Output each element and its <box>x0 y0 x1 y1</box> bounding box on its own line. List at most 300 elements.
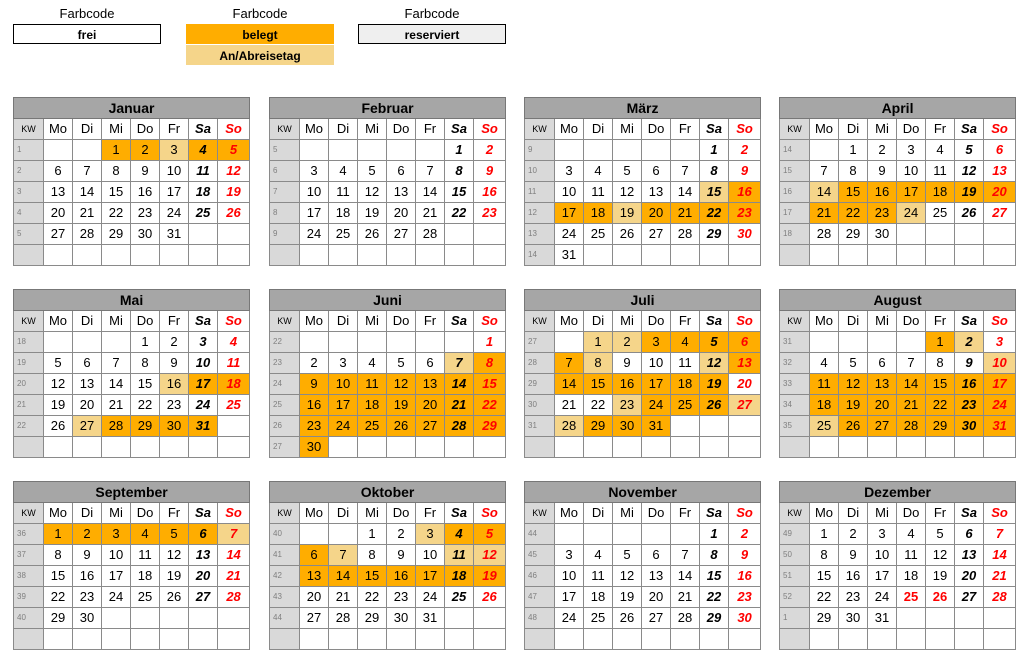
day-cell[interactable]: 3 <box>984 332 1016 353</box>
day-cell[interactable]: 30 <box>868 224 897 245</box>
day-cell[interactable]: 8 <box>700 545 729 566</box>
day-cell[interactable]: 27 <box>73 416 102 437</box>
day-cell[interactable]: 16 <box>131 182 160 203</box>
day-cell[interactable] <box>73 629 102 650</box>
day-cell[interactable]: 4 <box>897 524 926 545</box>
day-cell[interactable]: 17 <box>555 587 584 608</box>
day-cell[interactable]: 28 <box>671 608 700 629</box>
day-cell[interactable]: 5 <box>358 161 387 182</box>
day-cell[interactable]: 26 <box>44 416 73 437</box>
day-cell[interactable] <box>897 629 926 650</box>
day-cell[interactable] <box>358 437 387 458</box>
day-cell[interactable]: 2 <box>474 140 506 161</box>
day-cell[interactable]: 26 <box>613 608 642 629</box>
day-cell[interactable]: 22 <box>584 395 613 416</box>
day-cell[interactable]: 13 <box>955 545 984 566</box>
day-cell[interactable]: 27 <box>642 608 671 629</box>
day-cell[interactable]: 12 <box>474 545 506 566</box>
day-cell[interactable]: 14 <box>73 182 102 203</box>
day-cell[interactable]: 11 <box>358 374 387 395</box>
day-cell[interactable]: 13 <box>729 353 761 374</box>
day-cell[interactable]: 24 <box>555 224 584 245</box>
day-cell[interactable]: 19 <box>387 395 416 416</box>
day-cell[interactable]: 8 <box>358 545 387 566</box>
day-cell[interactable]: 6 <box>416 353 445 374</box>
day-cell[interactable]: 9 <box>839 545 868 566</box>
day-cell[interactable]: 20 <box>868 395 897 416</box>
day-cell[interactable] <box>642 437 671 458</box>
day-cell[interactable]: 14 <box>671 182 700 203</box>
day-cell[interactable]: 25 <box>329 224 358 245</box>
day-cell[interactable]: 15 <box>445 182 474 203</box>
day-cell[interactable]: 8 <box>102 161 131 182</box>
day-cell[interactable]: 16 <box>729 566 761 587</box>
day-cell[interactable] <box>926 245 955 266</box>
day-cell[interactable]: 19 <box>160 566 189 587</box>
day-cell[interactable]: 11 <box>671 353 700 374</box>
day-cell[interactable]: 25 <box>584 608 613 629</box>
day-cell[interactable]: 17 <box>189 374 218 395</box>
day-cell[interactable]: 8 <box>445 161 474 182</box>
day-cell[interactable]: 15 <box>700 182 729 203</box>
day-cell[interactable] <box>839 332 868 353</box>
day-cell[interactable]: 16 <box>387 566 416 587</box>
day-cell[interactable]: 10 <box>984 353 1016 374</box>
day-cell[interactable]: 13 <box>44 182 73 203</box>
day-cell[interactable] <box>700 245 729 266</box>
day-cell[interactable]: 10 <box>555 182 584 203</box>
day-cell[interactable]: 1 <box>839 140 868 161</box>
day-cell[interactable]: 17 <box>102 566 131 587</box>
day-cell[interactable]: 18 <box>445 566 474 587</box>
day-cell[interactable]: 17 <box>984 374 1016 395</box>
day-cell[interactable]: 17 <box>300 203 329 224</box>
day-cell[interactable]: 22 <box>474 395 506 416</box>
day-cell[interactable] <box>984 245 1016 266</box>
day-cell[interactable]: 27 <box>387 224 416 245</box>
day-cell[interactable]: 29 <box>44 608 73 629</box>
day-cell[interactable]: 2 <box>131 140 160 161</box>
day-cell[interactable]: 21 <box>555 395 584 416</box>
day-cell[interactable] <box>445 629 474 650</box>
day-cell[interactable]: 10 <box>416 545 445 566</box>
day-cell[interactable] <box>729 416 761 437</box>
day-cell[interactable] <box>44 629 73 650</box>
day-cell[interactable] <box>445 608 474 629</box>
day-cell[interactable]: 2 <box>613 332 642 353</box>
day-cell[interactable]: 18 <box>926 182 955 203</box>
day-cell[interactable]: 7 <box>897 353 926 374</box>
day-cell[interactable] <box>73 437 102 458</box>
day-cell[interactable]: 15 <box>584 374 613 395</box>
day-cell[interactable]: 18 <box>584 203 613 224</box>
day-cell[interactable]: 15 <box>839 182 868 203</box>
day-cell[interactable]: 25 <box>926 203 955 224</box>
day-cell[interactable]: 10 <box>868 545 897 566</box>
day-cell[interactable]: 6 <box>729 332 761 353</box>
day-cell[interactable]: 10 <box>300 182 329 203</box>
day-cell[interactable]: 30 <box>839 608 868 629</box>
day-cell[interactable]: 29 <box>102 224 131 245</box>
day-cell[interactable]: 7 <box>102 353 131 374</box>
day-cell[interactable]: 13 <box>984 161 1016 182</box>
day-cell[interactable]: 15 <box>700 566 729 587</box>
day-cell[interactable]: 7 <box>218 524 250 545</box>
day-cell[interactable]: 9 <box>73 545 102 566</box>
day-cell[interactable] <box>474 224 506 245</box>
day-cell[interactable]: 22 <box>926 395 955 416</box>
day-cell[interactable]: 10 <box>189 353 218 374</box>
day-cell[interactable] <box>926 437 955 458</box>
day-cell[interactable]: 23 <box>387 587 416 608</box>
day-cell[interactable]: 12 <box>926 545 955 566</box>
day-cell[interactable]: 19 <box>613 587 642 608</box>
day-cell[interactable]: 12 <box>387 374 416 395</box>
day-cell[interactable] <box>300 524 329 545</box>
day-cell[interactable] <box>218 245 250 266</box>
day-cell[interactable]: 24 <box>642 395 671 416</box>
day-cell[interactable]: 23 <box>955 395 984 416</box>
day-cell[interactable]: 27 <box>300 608 329 629</box>
day-cell[interactable]: 7 <box>810 161 839 182</box>
day-cell[interactable]: 20 <box>189 566 218 587</box>
day-cell[interactable]: 25 <box>131 587 160 608</box>
day-cell[interactable]: 2 <box>839 524 868 545</box>
day-cell[interactable] <box>73 245 102 266</box>
day-cell[interactable] <box>839 245 868 266</box>
day-cell[interactable] <box>44 245 73 266</box>
day-cell[interactable]: 7 <box>445 353 474 374</box>
day-cell[interactable]: 5 <box>926 524 955 545</box>
day-cell[interactable]: 19 <box>474 566 506 587</box>
day-cell[interactable]: 11 <box>926 161 955 182</box>
day-cell[interactable] <box>897 332 926 353</box>
day-cell[interactable]: 21 <box>329 587 358 608</box>
day-cell[interactable]: 24 <box>555 608 584 629</box>
day-cell[interactable] <box>160 629 189 650</box>
day-cell[interactable]: 23 <box>474 203 506 224</box>
day-cell[interactable] <box>131 245 160 266</box>
day-cell[interactable] <box>73 140 102 161</box>
day-cell[interactable]: 28 <box>218 587 250 608</box>
day-cell[interactable]: 15 <box>926 374 955 395</box>
day-cell[interactable] <box>387 245 416 266</box>
day-cell[interactable]: 12 <box>218 161 250 182</box>
day-cell[interactable]: 1 <box>584 332 613 353</box>
day-cell[interactable]: 11 <box>218 353 250 374</box>
day-cell[interactable]: 22 <box>839 203 868 224</box>
day-cell[interactable]: 20 <box>416 395 445 416</box>
day-cell[interactable] <box>445 332 474 353</box>
day-cell[interactable] <box>810 140 839 161</box>
day-cell[interactable] <box>358 629 387 650</box>
day-cell[interactable] <box>868 245 897 266</box>
day-cell[interactable]: 27 <box>868 416 897 437</box>
day-cell[interactable] <box>810 629 839 650</box>
day-cell[interactable]: 1 <box>445 140 474 161</box>
day-cell[interactable]: 2 <box>955 332 984 353</box>
day-cell[interactable]: 15 <box>102 182 131 203</box>
day-cell[interactable] <box>729 437 761 458</box>
day-cell[interactable]: 13 <box>300 566 329 587</box>
day-cell[interactable]: 1 <box>700 524 729 545</box>
day-cell[interactable] <box>189 437 218 458</box>
day-cell[interactable] <box>445 224 474 245</box>
day-cell[interactable] <box>416 245 445 266</box>
day-cell[interactable]: 12 <box>358 182 387 203</box>
day-cell[interactable]: 28 <box>73 224 102 245</box>
day-cell[interactable] <box>926 629 955 650</box>
day-cell[interactable]: 28 <box>416 224 445 245</box>
day-cell[interactable]: 7 <box>329 545 358 566</box>
day-cell[interactable] <box>555 140 584 161</box>
day-cell[interactable]: 28 <box>897 416 926 437</box>
day-cell[interactable] <box>189 608 218 629</box>
day-cell[interactable]: 10 <box>160 161 189 182</box>
day-cell[interactable]: 6 <box>955 524 984 545</box>
day-cell[interactable]: 14 <box>102 374 131 395</box>
day-cell[interactable]: 21 <box>102 395 131 416</box>
day-cell[interactable] <box>897 224 926 245</box>
day-cell[interactable]: 29 <box>131 416 160 437</box>
day-cell[interactable]: 23 <box>729 587 761 608</box>
day-cell[interactable]: 21 <box>416 203 445 224</box>
day-cell[interactable] <box>955 437 984 458</box>
day-cell[interactable] <box>358 332 387 353</box>
day-cell[interactable] <box>584 524 613 545</box>
day-cell[interactable]: 7 <box>984 524 1016 545</box>
day-cell[interactable] <box>642 245 671 266</box>
day-cell[interactable]: 4 <box>131 524 160 545</box>
day-cell[interactable]: 22 <box>810 587 839 608</box>
day-cell[interactable] <box>358 245 387 266</box>
day-cell[interactable]: 24 <box>329 416 358 437</box>
day-cell[interactable]: 30 <box>613 416 642 437</box>
day-cell[interactable]: 26 <box>218 203 250 224</box>
day-cell[interactable] <box>416 437 445 458</box>
day-cell[interactable]: 9 <box>955 353 984 374</box>
day-cell[interactable]: 26 <box>387 416 416 437</box>
day-cell[interactable]: 14 <box>445 374 474 395</box>
day-cell[interactable]: 2 <box>73 524 102 545</box>
day-cell[interactable]: 8 <box>839 161 868 182</box>
day-cell[interactable]: 4 <box>358 353 387 374</box>
day-cell[interactable]: 14 <box>984 545 1016 566</box>
day-cell[interactable]: 17 <box>555 203 584 224</box>
day-cell[interactable] <box>160 245 189 266</box>
day-cell[interactable] <box>613 437 642 458</box>
day-cell[interactable]: 30 <box>387 608 416 629</box>
day-cell[interactable]: 14 <box>555 374 584 395</box>
day-cell[interactable] <box>218 224 250 245</box>
day-cell[interactable] <box>810 437 839 458</box>
day-cell[interactable] <box>474 437 506 458</box>
day-cell[interactable]: 8 <box>810 545 839 566</box>
day-cell[interactable]: 7 <box>671 545 700 566</box>
day-cell[interactable]: 9 <box>160 353 189 374</box>
day-cell[interactable] <box>955 608 984 629</box>
day-cell[interactable]: 2 <box>160 332 189 353</box>
day-cell[interactable] <box>474 608 506 629</box>
day-cell[interactable]: 28 <box>810 224 839 245</box>
day-cell[interactable]: 18 <box>810 395 839 416</box>
day-cell[interactable] <box>955 224 984 245</box>
day-cell[interactable] <box>73 332 102 353</box>
day-cell[interactable] <box>44 332 73 353</box>
day-cell[interactable]: 21 <box>671 587 700 608</box>
day-cell[interactable]: 19 <box>218 182 250 203</box>
day-cell[interactable]: 30 <box>729 224 761 245</box>
day-cell[interactable] <box>671 437 700 458</box>
day-cell[interactable] <box>131 629 160 650</box>
day-cell[interactable]: 12 <box>44 374 73 395</box>
day-cell[interactable]: 28 <box>984 587 1016 608</box>
day-cell[interactable]: 11 <box>131 545 160 566</box>
day-cell[interactable] <box>300 140 329 161</box>
day-cell[interactable]: 8 <box>926 353 955 374</box>
day-cell[interactable]: 1 <box>474 332 506 353</box>
day-cell[interactable]: 17 <box>416 566 445 587</box>
day-cell[interactable]: 11 <box>897 545 926 566</box>
day-cell[interactable] <box>897 245 926 266</box>
day-cell[interactable]: 2 <box>729 140 761 161</box>
day-cell[interactable]: 26 <box>474 587 506 608</box>
day-cell[interactable]: 26 <box>955 203 984 224</box>
day-cell[interactable]: 31 <box>189 416 218 437</box>
day-cell[interactable]: 5 <box>387 353 416 374</box>
day-cell[interactable]: 25 <box>445 587 474 608</box>
day-cell[interactable] <box>445 437 474 458</box>
day-cell[interactable] <box>44 437 73 458</box>
day-cell[interactable]: 6 <box>387 161 416 182</box>
day-cell[interactable]: 3 <box>102 524 131 545</box>
day-cell[interactable]: 18 <box>358 395 387 416</box>
day-cell[interactable]: 18 <box>671 374 700 395</box>
day-cell[interactable]: 28 <box>671 224 700 245</box>
day-cell[interactable]: 24 <box>189 395 218 416</box>
day-cell[interactable] <box>984 437 1016 458</box>
day-cell[interactable]: 30 <box>729 608 761 629</box>
day-cell[interactable]: 6 <box>189 524 218 545</box>
day-cell[interactable]: 7 <box>73 161 102 182</box>
day-cell[interactable]: 5 <box>839 353 868 374</box>
day-cell[interactable]: 19 <box>955 182 984 203</box>
day-cell[interactable]: 29 <box>926 416 955 437</box>
day-cell[interactable]: 25 <box>584 224 613 245</box>
day-cell[interactable]: 4 <box>218 332 250 353</box>
day-cell[interactable]: 8 <box>474 353 506 374</box>
day-cell[interactable]: 20 <box>729 374 761 395</box>
day-cell[interactable]: 14 <box>329 566 358 587</box>
day-cell[interactable]: 18 <box>329 203 358 224</box>
day-cell[interactable]: 31 <box>984 416 1016 437</box>
day-cell[interactable] <box>329 524 358 545</box>
day-cell[interactable]: 6 <box>984 140 1016 161</box>
day-cell[interactable]: 3 <box>329 353 358 374</box>
day-cell[interactable]: 23 <box>73 587 102 608</box>
day-cell[interactable]: 2 <box>868 140 897 161</box>
day-cell[interactable]: 22 <box>44 587 73 608</box>
day-cell[interactable]: 13 <box>416 374 445 395</box>
day-cell[interactable] <box>984 608 1016 629</box>
day-cell[interactable]: 27 <box>416 416 445 437</box>
day-cell[interactable]: 9 <box>387 545 416 566</box>
day-cell[interactable]: 31 <box>160 224 189 245</box>
day-cell[interactable] <box>131 608 160 629</box>
day-cell[interactable]: 17 <box>868 566 897 587</box>
day-cell[interactable] <box>729 629 761 650</box>
day-cell[interactable] <box>897 608 926 629</box>
day-cell[interactable]: 24 <box>868 587 897 608</box>
day-cell[interactable]: 1 <box>44 524 73 545</box>
day-cell[interactable]: 5 <box>700 332 729 353</box>
day-cell[interactable]: 9 <box>613 353 642 374</box>
day-cell[interactable]: 22 <box>358 587 387 608</box>
day-cell[interactable]: 29 <box>700 224 729 245</box>
day-cell[interactable] <box>102 437 131 458</box>
day-cell[interactable]: 24 <box>984 395 1016 416</box>
day-cell[interactable]: 4 <box>671 332 700 353</box>
day-cell[interactable]: 8 <box>584 353 613 374</box>
day-cell[interactable] <box>329 629 358 650</box>
day-cell[interactable]: 3 <box>189 332 218 353</box>
day-cell[interactable]: 12 <box>700 353 729 374</box>
day-cell[interactable] <box>584 140 613 161</box>
day-cell[interactable]: 21 <box>73 203 102 224</box>
day-cell[interactable] <box>131 437 160 458</box>
day-cell[interactable]: 4 <box>584 545 613 566</box>
day-cell[interactable]: 8 <box>131 353 160 374</box>
day-cell[interactable]: 27 <box>642 224 671 245</box>
day-cell[interactable]: 17 <box>329 395 358 416</box>
day-cell[interactable]: 10 <box>642 353 671 374</box>
day-cell[interactable]: 20 <box>642 203 671 224</box>
day-cell[interactable] <box>102 629 131 650</box>
day-cell[interactable]: 19 <box>926 566 955 587</box>
day-cell[interactable] <box>189 224 218 245</box>
day-cell[interactable]: 16 <box>474 182 506 203</box>
day-cell[interactable] <box>868 629 897 650</box>
day-cell[interactable]: 15 <box>358 566 387 587</box>
day-cell[interactable]: 18 <box>189 182 218 203</box>
day-cell[interactable]: 20 <box>642 587 671 608</box>
day-cell[interactable] <box>955 245 984 266</box>
day-cell[interactable]: 4 <box>445 524 474 545</box>
day-cell[interactable]: 23 <box>868 203 897 224</box>
day-cell[interactable]: 27 <box>44 224 73 245</box>
day-cell[interactable]: 9 <box>729 161 761 182</box>
day-cell[interactable]: 11 <box>584 182 613 203</box>
day-cell[interactable]: 3 <box>160 140 189 161</box>
day-cell[interactable] <box>445 245 474 266</box>
day-cell[interactable] <box>329 332 358 353</box>
day-cell[interactable]: 26 <box>926 587 955 608</box>
day-cell[interactable]: 15 <box>44 566 73 587</box>
day-cell[interactable]: 17 <box>897 182 926 203</box>
day-cell[interactable]: 27 <box>984 203 1016 224</box>
day-cell[interactable]: 13 <box>868 374 897 395</box>
day-cell[interactable]: 9 <box>868 161 897 182</box>
day-cell[interactable]: 9 <box>474 161 506 182</box>
day-cell[interactable]: 11 <box>445 545 474 566</box>
day-cell[interactable]: 21 <box>897 395 926 416</box>
day-cell[interactable]: 13 <box>387 182 416 203</box>
day-cell[interactable]: 10 <box>897 161 926 182</box>
day-cell[interactable]: 14 <box>810 182 839 203</box>
day-cell[interactable]: 28 <box>329 608 358 629</box>
day-cell[interactable]: 10 <box>102 545 131 566</box>
day-cell[interactable]: 25 <box>810 416 839 437</box>
